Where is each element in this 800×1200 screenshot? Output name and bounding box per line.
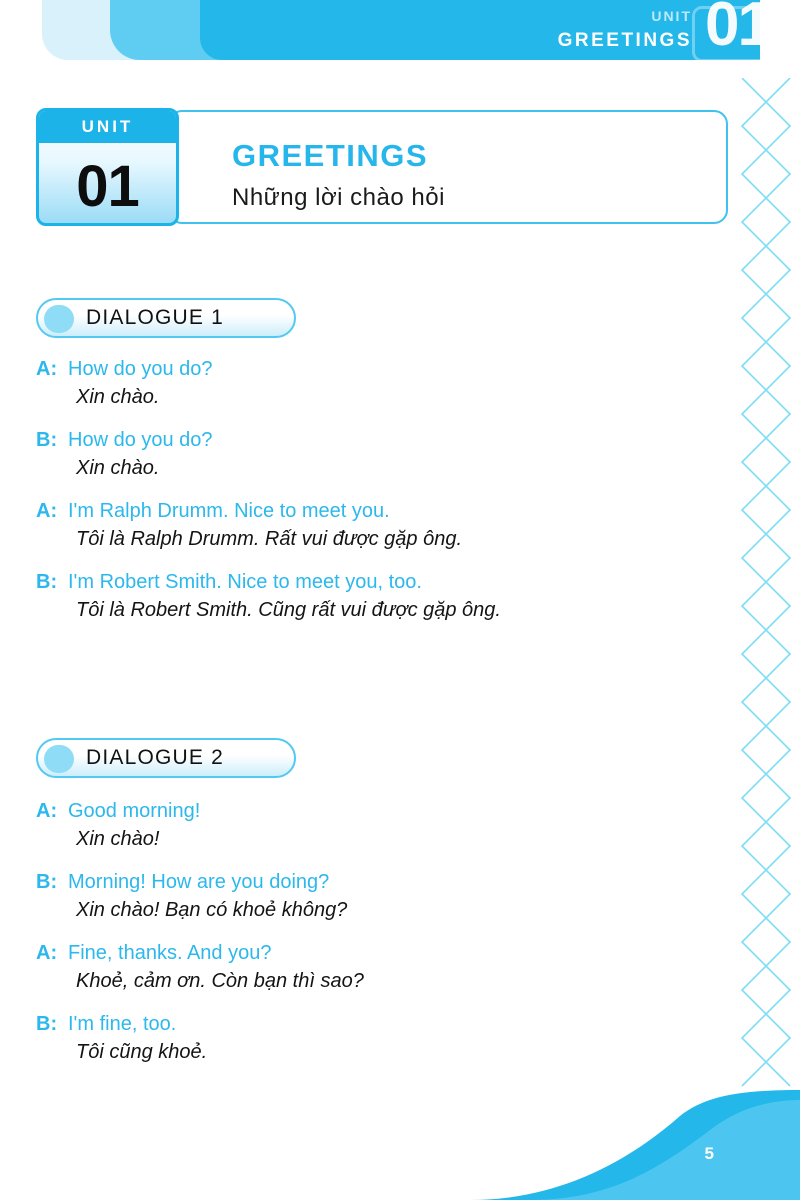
dialogue-line — [36, 800, 716, 851]
dialogue-line-en — [36, 571, 716, 594]
unit-title-row — [36, 108, 728, 228]
line-text-vi: Tôi là Ralph Drumm. Rất vui được gặp ông. — [76, 528, 463, 550]
footer-wave-decoration — [470, 1090, 800, 1200]
unit-badge-number: 01 — [76, 153, 139, 219]
dialogue-1-tab — [36, 298, 296, 338]
speaker-label: B: — [36, 871, 58, 893]
speaker-label: A: — [36, 500, 58, 522]
unit-title-en: GREETINGS — [232, 138, 429, 173]
unit-badge-label: UNIT — [81, 117, 134, 136]
tab-pill-icon — [44, 305, 74, 333]
header-unit-number: 01 — [705, 0, 770, 59]
line-text-en: I'm fine, too. — [68, 1013, 177, 1035]
line-text-vi: Tôi cũng khoẻ. — [76, 1041, 208, 1063]
dialogue-line — [36, 871, 716, 922]
dialogue-line — [36, 942, 716, 993]
line-text-en: Fine, thanks. And you? — [68, 942, 272, 964]
dialogue-2-label: DIALOGUE 2 — [86, 746, 225, 769]
line-text-vi: Xin chào. — [76, 386, 160, 408]
dialogue-1-lines — [36, 358, 716, 642]
page-number: 5 — [704, 1144, 714, 1163]
dialogue-1-label: DIALOGUE 1 — [86, 306, 225, 329]
unit-badge-label-bar — [39, 111, 176, 143]
line-text-vi: Xin chào! Bạn có khoẻ không? — [76, 899, 348, 921]
speaker-label: A: — [36, 358, 58, 380]
dialogue-line-en — [36, 871, 716, 894]
line-text-en: I'm Robert Smith. Nice to meet you, too. — [68, 571, 422, 593]
dialogue-2-lines — [36, 800, 716, 1084]
line-text-vi: Khoẻ, cảm ơn. Còn bạn thì sao? — [76, 970, 364, 992]
dialogue-line — [36, 1013, 716, 1064]
line-text-vi: Xin chào. — [76, 457, 160, 479]
line-text-en: How do you do? — [68, 358, 213, 380]
line-text-vi: Tôi là Robert Smith. Cũng rất vui được gặp ông. — [76, 599, 501, 621]
header-section-title: GREETINGS — [557, 30, 692, 51]
tab-pill-icon — [44, 745, 74, 773]
dialogue-2-tab — [36, 738, 296, 778]
line-text-en: Good morning! — [68, 800, 201, 822]
dialogue-line-en — [36, 800, 716, 823]
page-header — [0, 0, 800, 70]
dialogue-line-en — [36, 500, 716, 523]
dialogue-line-en — [36, 358, 716, 381]
line-text-en: How do you do? — [68, 429, 213, 451]
dialogue-line-en — [36, 942, 716, 965]
line-text-en: Morning! How are you doing? — [68, 871, 330, 893]
speaker-label: B: — [36, 571, 58, 593]
dialogue-line — [36, 571, 716, 622]
unit-title-vi: Những lời chào hỏi — [232, 184, 445, 211]
zigzag-decoration — [740, 78, 792, 1098]
speaker-label: B: — [36, 1013, 58, 1035]
dialogue-line-en — [36, 1013, 716, 1036]
unit-badge — [36, 108, 179, 226]
speaker-label: A: — [36, 800, 58, 822]
header-unit-word: UNIT — [651, 8, 692, 24]
dialogue-line — [36, 358, 716, 409]
dialogue-line-en — [36, 429, 716, 452]
line-text-en: I'm Ralph Drumm. Nice to meet you. — [68, 500, 390, 522]
dialogue-line — [36, 500, 716, 551]
line-text-vi: Xin chào! — [76, 828, 160, 850]
speaker-label: B: — [36, 429, 58, 451]
speaker-label: A: — [36, 942, 58, 964]
dialogue-line — [36, 429, 716, 480]
